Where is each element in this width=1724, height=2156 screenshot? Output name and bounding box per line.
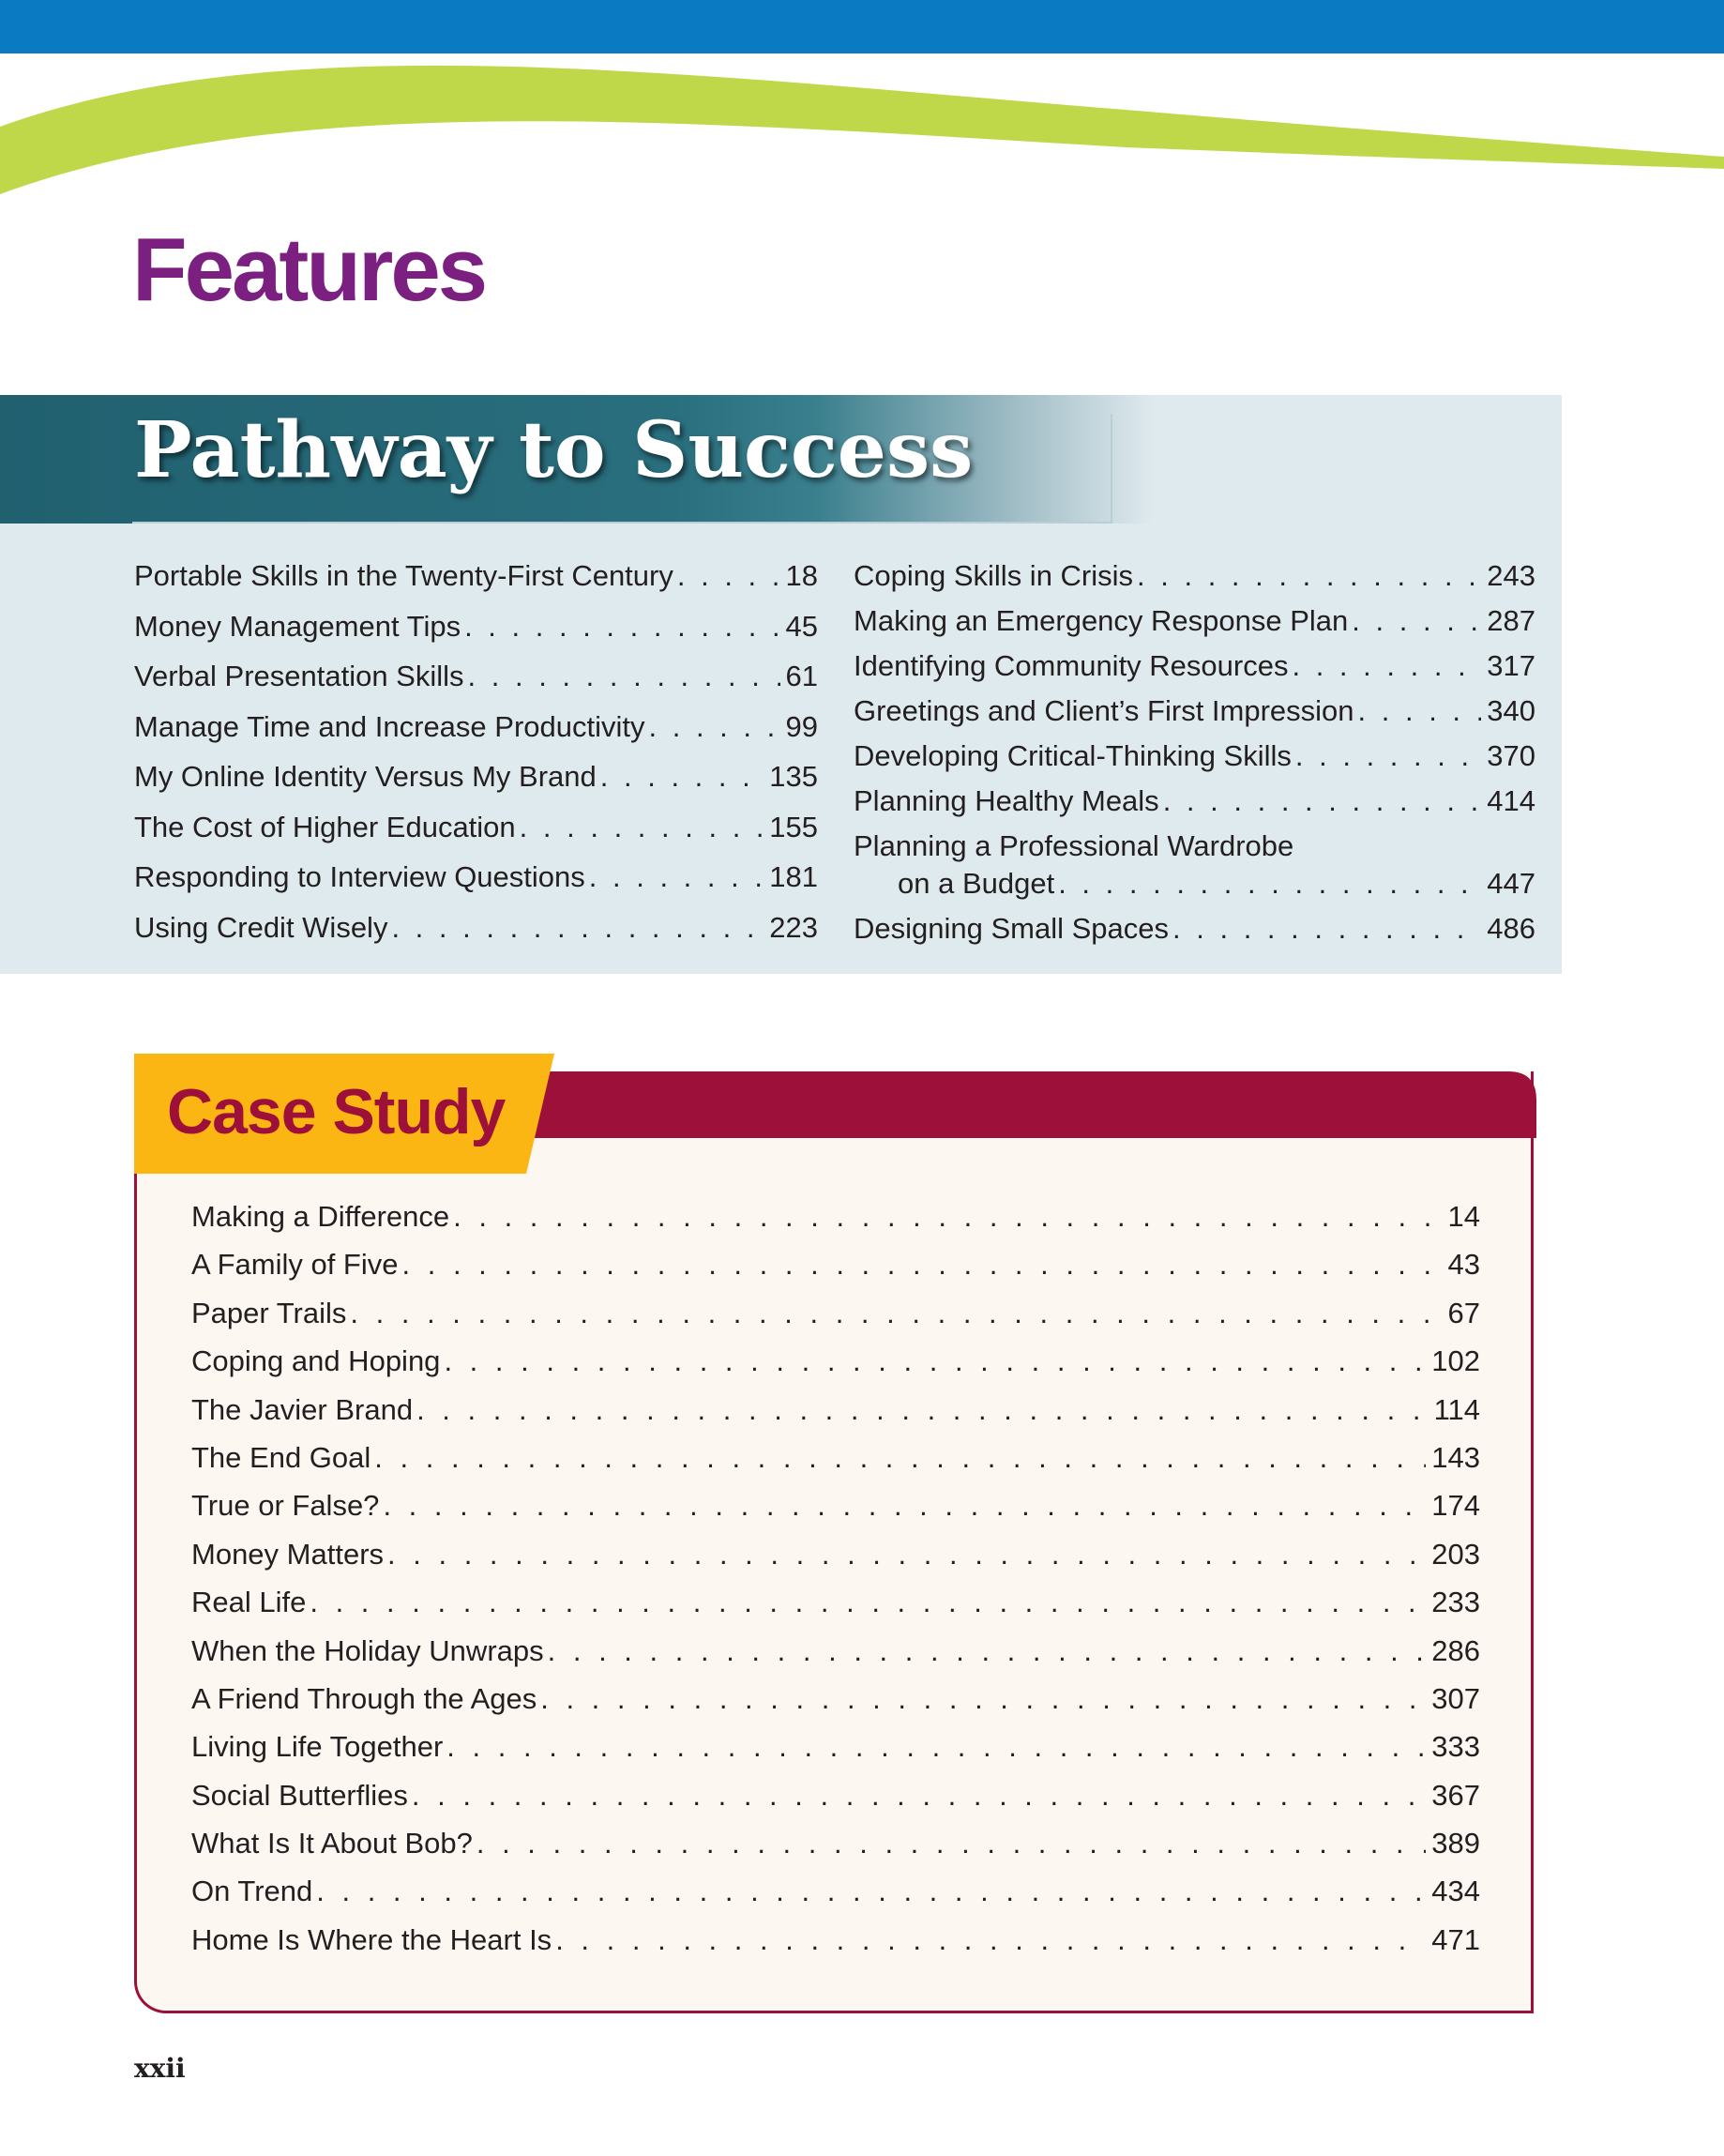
page-ref: 243 — [1487, 559, 1535, 592]
page-ref: 18 — [785, 559, 818, 592]
dot-leader — [649, 710, 780, 744]
page-ref: 114 — [1433, 1392, 1480, 1426]
toc-entry-continuation[interactable]: on a Budget . . . 447 — [854, 867, 1535, 912]
dot-leader — [589, 860, 764, 894]
page-ref: 447 — [1487, 867, 1535, 900]
dot-leader — [383, 1489, 1426, 1523]
page-ref: 102 — [1431, 1344, 1480, 1378]
toc-entry[interactable]: Planning Healthy Meals . . . 414 — [854, 784, 1535, 829]
toc-entry[interactable]: When the Holiday Unwraps . . . 286 — [191, 1634, 1480, 1682]
dot-leader — [555, 1923, 1426, 1957]
dot-leader — [350, 1297, 1442, 1330]
pathway-left-column — [134, 559, 818, 961]
dot-leader — [444, 1344, 1426, 1378]
dot-leader — [1137, 559, 1481, 593]
page-ref: 223 — [769, 910, 818, 944]
page-ref: 61 — [785, 660, 818, 692]
toc-entry[interactable]: Greetings and Client’s First Impression . . . 340 — [854, 694, 1535, 739]
toc-entry[interactable]: Portable Skills in the Twenty-First Century . . . 18 — [134, 559, 818, 610]
page-ref: 307 — [1431, 1681, 1480, 1715]
dot-leader — [1058, 867, 1481, 901]
toc-entry[interactable]: A Friend Through the Ages . . . 307 — [191, 1682, 1480, 1730]
dot-leader — [520, 811, 764, 844]
dot-leader — [677, 559, 780, 593]
toc-entry[interactable]: Social Butterflies . . . 367 — [191, 1779, 1480, 1827]
toc-entry[interactable]: Paper Trails . . . 67 — [191, 1297, 1480, 1344]
toc-entry[interactable]: Home Is Where the Heart Is . . . 471 — [191, 1923, 1480, 1971]
toc-entry[interactable]: Responding to Interview Questions . . . 181 — [134, 860, 818, 911]
toc-entry[interactable]: Making a Difference . . . 14 — [191, 1200, 1480, 1248]
toc-entry[interactable]: Money Management Tips . . . 45 — [134, 610, 818, 660]
toc-entry[interactable]: Coping Skills in Crisis . . . 243 — [854, 559, 1535, 604]
page-ref: 370 — [1487, 739, 1535, 772]
dot-leader — [548, 1634, 1427, 1668]
page-ref: 174 — [1431, 1489, 1480, 1523]
case-study-list — [191, 1200, 1480, 1971]
dot-leader — [1295, 739, 1481, 773]
case-study-title: Case Study — [167, 1076, 506, 1147]
toc-entry[interactable]: Manage Time and Increase Productivity . . . 99 — [134, 710, 818, 761]
page-ref: 367 — [1431, 1778, 1480, 1812]
toc-entry[interactable]: Verbal Presentation Skills . . . 61 — [134, 660, 818, 710]
page-ref: 317 — [1487, 649, 1535, 682]
page-ref: 287 — [1487, 604, 1535, 637]
toc-entry[interactable]: Making an Emergency Response Plan . . . 287 — [854, 604, 1535, 649]
dot-leader — [1352, 604, 1481, 638]
page-ref: 389 — [1431, 1827, 1480, 1860]
pathway-right-column — [854, 559, 1535, 957]
page-ref: 143 — [1431, 1440, 1480, 1474]
features-heading: Features — [132, 220, 486, 320]
page-ref: 414 — [1487, 784, 1535, 817]
toc-entry[interactable]: The Cost of Higher Education . . . 155 — [134, 811, 818, 861]
toc-entry[interactable]: Real Life . . . 233 — [191, 1586, 1480, 1633]
dot-leader — [391, 911, 764, 945]
toc-entry[interactable]: True or False? . . . 174 — [191, 1489, 1480, 1537]
page-ref: 233 — [1431, 1586, 1480, 1619]
dot-leader — [316, 1875, 1426, 1908]
pathway-title: Pathway to Success — [134, 405, 974, 495]
page-ref: 14 — [1447, 1200, 1480, 1233]
dot-leader — [416, 1393, 1429, 1427]
dot-leader — [453, 1200, 1442, 1234]
dot-leader — [374, 1441, 1426, 1475]
toc-entry[interactable]: Living Life Together . . . 333 — [191, 1730, 1480, 1778]
toc-entry[interactable]: Developing Critical-Thinking Skills . . . 370 — [854, 739, 1535, 784]
top-color-bar — [0, 0, 1724, 53]
page-ref: 203 — [1431, 1537, 1480, 1571]
dot-leader — [468, 660, 780, 693]
green-swoosh-decoration — [0, 53, 1724, 204]
dot-leader — [1163, 784, 1482, 818]
dot-leader — [387, 1538, 1426, 1571]
page-ref: 45 — [785, 609, 818, 643]
page-ref: 286 — [1431, 1633, 1480, 1667]
page-ref: 155 — [769, 810, 818, 843]
page-ref: 43 — [1447, 1248, 1480, 1282]
toc-entry[interactable]: Designing Small Spaces . . . 486 — [854, 912, 1535, 957]
toc-entry[interactable]: On Trend . . . 434 — [191, 1875, 1480, 1922]
page-ref: 340 — [1487, 694, 1535, 727]
dot-leader — [464, 610, 779, 644]
title-divider — [1111, 414, 1112, 524]
page-ref: 181 — [769, 860, 818, 893]
page-ref: 333 — [1431, 1730, 1480, 1764]
page-ref: 434 — [1431, 1875, 1480, 1908]
toc-entry[interactable]: Money Matters . . . 203 — [191, 1538, 1480, 1586]
dot-leader — [476, 1827, 1426, 1860]
toc-entry[interactable]: Using Credit Wisely . . . 223 — [134, 911, 818, 962]
pathway-title-band — [0, 395, 1407, 524]
toc-entry[interactable]: My Online Identity Versus My Brand . . . 135 — [134, 760, 818, 811]
toc-entry-first-line[interactable]: Planning a Professional Wardrobe — [854, 829, 1294, 862]
toc-entry[interactable]: The Javier Brand . . . 114 — [191, 1393, 1480, 1441]
page-number: xxii — [134, 2053, 186, 2084]
page-ref: 471 — [1431, 1922, 1480, 1956]
dot-leader — [1292, 649, 1481, 683]
dot-leader — [412, 1779, 1426, 1813]
dot-leader — [310, 1586, 1426, 1619]
dot-leader — [446, 1730, 1426, 1764]
toc-entry[interactable]: A Family of Five . . . 43 — [191, 1248, 1480, 1296]
toc-entry[interactable]: What Is It About Bob? . . . 389 — [191, 1827, 1480, 1875]
dot-leader — [540, 1682, 1426, 1716]
dot-leader — [402, 1248, 1443, 1282]
toc-entry[interactable]: Identifying Community Resources . . . 317 — [854, 649, 1535, 694]
page-ref: 67 — [1447, 1296, 1480, 1329]
toc-entry[interactable]: Coping and Hoping . . . 102 — [191, 1344, 1480, 1392]
dot-leader — [1172, 912, 1481, 946]
page-ref: 486 — [1487, 912, 1535, 945]
pathway-to-success-panel — [0, 395, 1562, 974]
page-ref: 135 — [769, 760, 818, 793]
dot-leader — [1358, 694, 1482, 728]
title-underline — [132, 522, 1112, 524]
toc-entry[interactable]: The End Goal . . . 143 — [191, 1441, 1480, 1489]
page-ref: 99 — [785, 709, 818, 743]
dot-leader — [600, 760, 764, 794]
